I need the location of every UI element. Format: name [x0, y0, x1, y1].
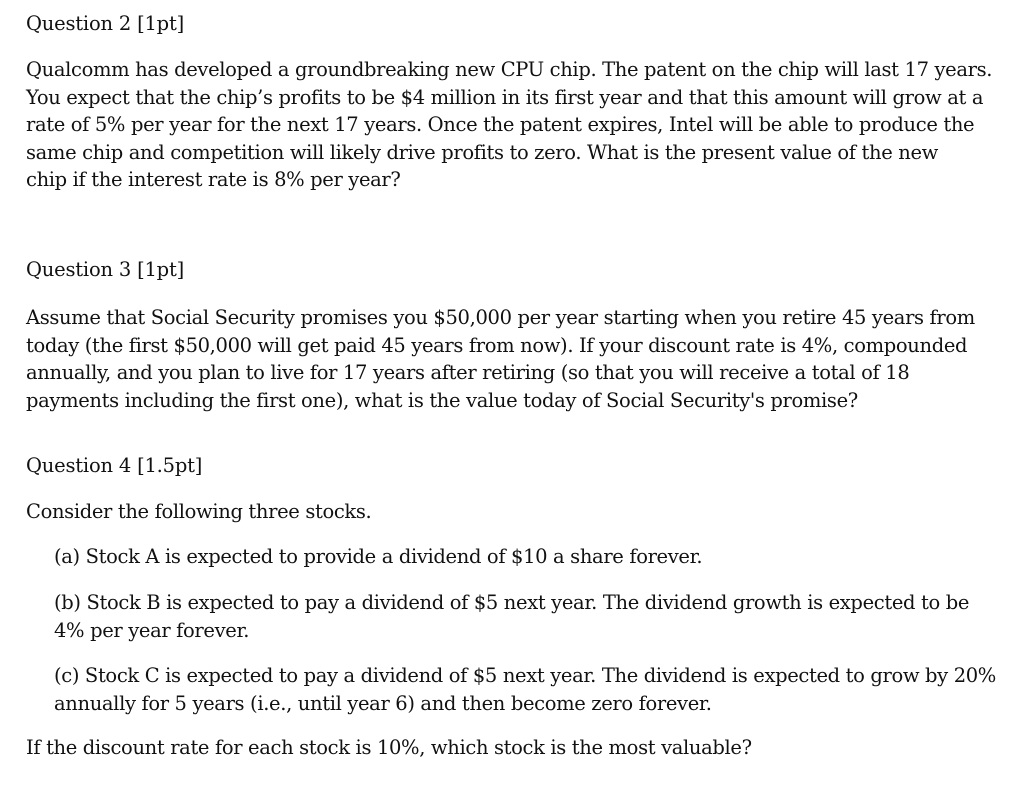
question-2-line: rate of 5% per year for the next 17 years. Once the patent expires, Intel will be able to produce the [26, 113, 975, 136]
question-2-line: same chip and competition will likely drive profits to zero. What is the present value of the new [26, 140, 938, 164]
question-4-closing: If the discount rate for each stock is 10%, which stock is the most valuable? [26, 736, 752, 759]
question-3-text [26, 304, 975, 414]
question-3-line: annually, and you plan to live for 17 years after retiring (so that you will receive a total of 18 [26, 361, 910, 384]
question-2-line: You expect that the chip’s profits to be $4 million in its first year and that this amount will grow at a [26, 85, 984, 109]
question-3-line: payments including the first one), what is the value today of Social Security's promise? [26, 388, 858, 412]
stock-c-item: (c) Stock C is expected to pay a dividend of $5 next year. The dividend is expected to grow by 20% annually for 5 years (i.e., until year 6) and then become zero forever. [54, 664, 996, 715]
stock-a-item: (a) Stock A is expected to provide a dividend of $10 a share forever. [54, 545, 703, 568]
question-3-heading: Question 3 [1pt] [26, 258, 185, 281]
question-2-text [26, 56, 992, 194]
question-2-line: chip if the interest rate is 8% per year? [26, 168, 401, 191]
question-2-heading: Question 2 [1pt] [26, 12, 185, 35]
stock-b-item: (b) Stock B is expected to pay a dividend of $5 next year. The dividend growth is expected to be 4% per year forever. [54, 591, 970, 642]
question-4-heading: Question 4 [1.5pt] [26, 454, 203, 477]
question-2-line: Qualcomm has developed a groundbreaking new CPU chip. The patent on the chip will last 17 years. [26, 58, 993, 81]
question-4-intro: Consider the following three stocks. [26, 500, 372, 523]
question-3-line: Assume that Social Security promises you $50,000 per year starting when you retire 45 years from [26, 306, 975, 329]
question-3-line: today (the first $50,000 will get paid 45 years from now). If your discount rate is 4%, compounded [26, 333, 968, 357]
